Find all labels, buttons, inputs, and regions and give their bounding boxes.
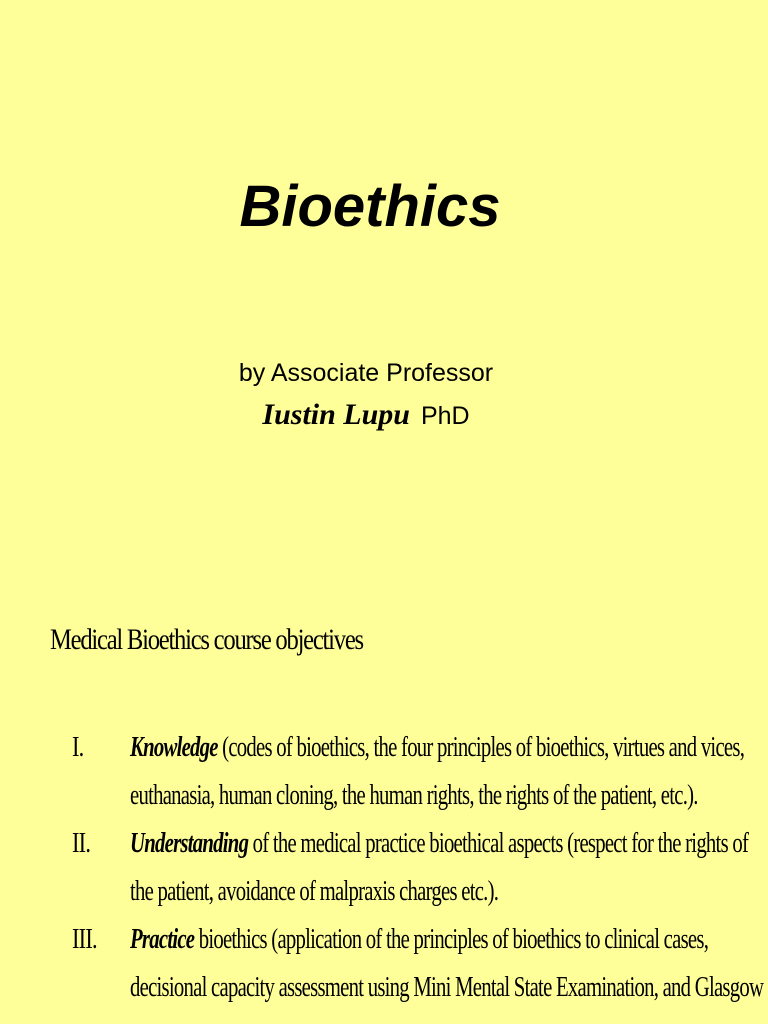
objectives-list	[0, 724, 768, 1012]
objective-text	[130, 820, 748, 916]
objective-item	[0, 820, 768, 916]
objective-line-rest: (codes of bioethics, the four principles of bioethics, virtues and vices,	[217, 732, 745, 763]
objective-text	[130, 724, 744, 820]
objective-line: the patient, avoidance of malpraxis charges etc.).	[130, 876, 499, 907]
objective-keyword: Understanding	[130, 828, 249, 859]
objective-item	[0, 916, 768, 1012]
objective-line: decisional capacity assessment using Mini Mental State Examination, and Glasgow	[130, 972, 764, 1003]
objective-line-rest: of the medical practice bioethical aspects (respect for the rights of	[248, 828, 749, 859]
objective-text	[130, 916, 763, 1012]
author-degree: PhD	[420, 402, 470, 430]
byline: by Associate Professor	[238, 359, 494, 387]
objective-line	[130, 820, 748, 868]
author-line	[0, 395, 732, 436]
objective-line-rest: bioethics (application of the principles of bioethics to clinical cases,	[194, 924, 709, 955]
objective-numeral: II.	[72, 828, 91, 859]
objective-keyword: Knowledge	[130, 732, 218, 763]
objective-numeral: I.	[72, 732, 84, 763]
objective-numeral: III.	[72, 924, 97, 955]
objective-keyword: Practice	[130, 924, 195, 955]
author-name: Iustin Lupu	[262, 398, 410, 431]
objective-item	[0, 724, 768, 820]
objectives-heading: Medical Bioethics course objectives	[50, 623, 363, 656]
objective-line	[130, 916, 763, 964]
objective-line	[130, 724, 744, 772]
objective-line: euthanasia, human cloning, the human rights, the rights of the patient, etc.).	[130, 780, 698, 811]
slide-title: Bioethics	[239, 174, 501, 239]
